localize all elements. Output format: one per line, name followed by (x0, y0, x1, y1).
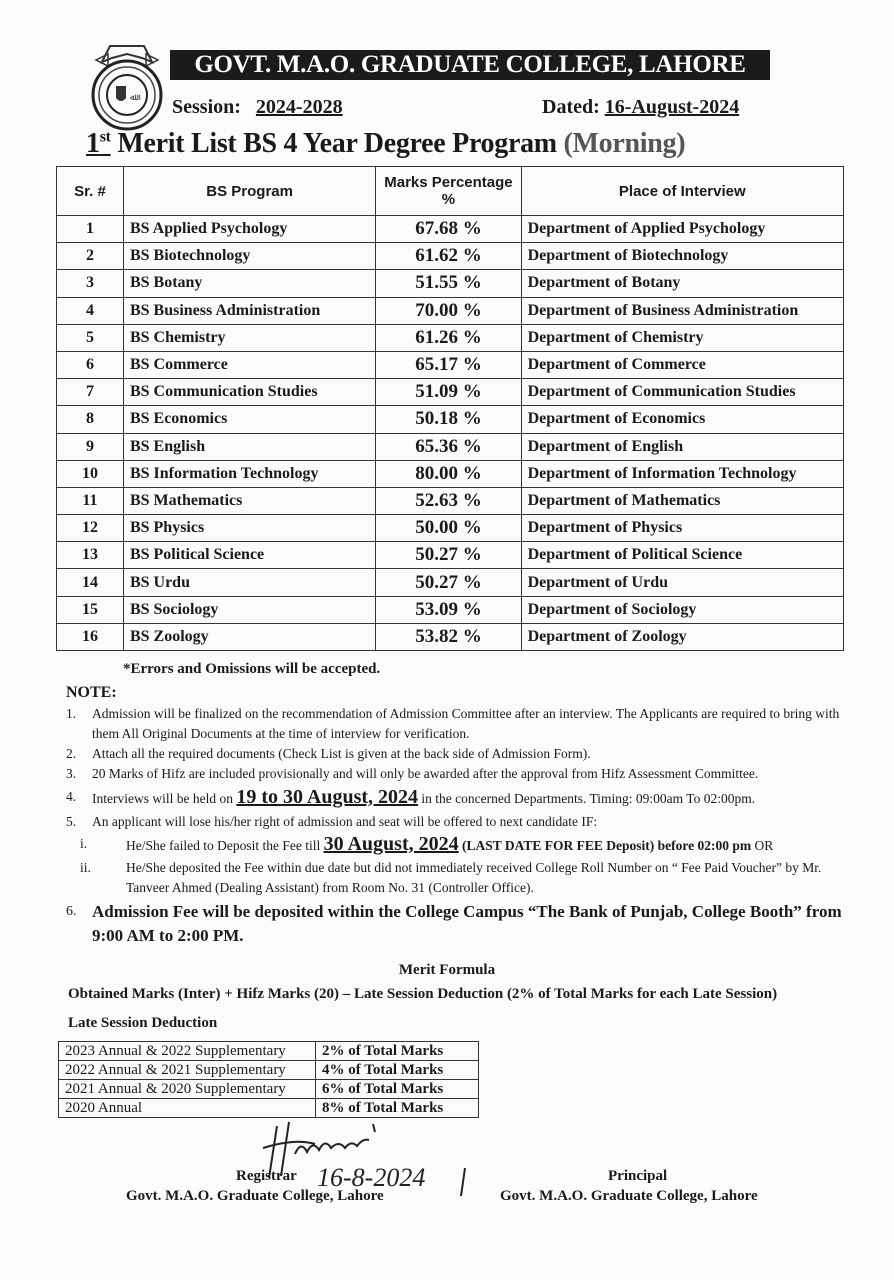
registrar-title: Registrar (236, 1168, 297, 1184)
cell-sr: 1 (57, 216, 124, 243)
cell-percentage: 50.27 % (376, 542, 521, 569)
table-header-row (57, 167, 844, 216)
note-item-1: 1. Admission will be finalized on the recommendation of Admission Committee after an interview. The Applicants are required to bring with them All Original Documents at the time of interview for verification. (66, 706, 840, 741)
cell-percentage: 50.18 % (376, 406, 521, 433)
session-label: Session: (172, 96, 241, 118)
dated-label: Dated: (542, 96, 600, 118)
cell-sr: 4 (57, 297, 124, 324)
cell-program: BS Applied Psychology (123, 216, 375, 243)
cell-deduction: 2% of Total Marks (316, 1042, 479, 1061)
title-sup: st (99, 128, 111, 146)
principal-title: Principal (608, 1168, 668, 1184)
cell-program: BS Sociology (123, 596, 375, 623)
late-session-table (58, 1041, 479, 1118)
page-title (86, 128, 685, 160)
cell-place: Department of English (521, 433, 843, 460)
cell-sr: 5 (57, 324, 124, 351)
cell-program: BS Business Administration (123, 297, 375, 324)
cell-percentage: 67.68 % (376, 216, 521, 243)
cell-percentage: 53.09 % (376, 596, 521, 623)
cell-sr: 12 (57, 515, 124, 542)
cell-session: 2023 Annual & 2022 Supplementary (59, 1042, 316, 1061)
late-session-row (59, 1061, 479, 1080)
cell-sr: 2 (57, 243, 124, 270)
cell-sr: 10 (57, 460, 124, 487)
cell-percentage: 61.26 % (376, 324, 521, 351)
table-row (57, 351, 844, 378)
registrar-signature (255, 1118, 475, 1198)
cell-percentage: 53.82 % (376, 623, 521, 650)
title-main: Merit List BS 4 Year Degree Program (110, 128, 564, 159)
svg-text:ﷲ: ﷲ (130, 92, 136, 102)
cell-sr: 8 (57, 406, 124, 433)
header-program: BS Program (123, 167, 375, 216)
principal-college: Govt. M.A.O. Graduate College, Lahore (500, 1188, 758, 1204)
table-row (57, 433, 844, 460)
late-session-row (59, 1099, 479, 1118)
table-row (57, 243, 844, 270)
late-session-row (59, 1080, 479, 1099)
cell-place: Department of Botany (521, 270, 843, 297)
cell-sr: 9 (57, 433, 124, 460)
college-name-banner: GOVT. M.A.O. GRADUATE COLLEGE, LAHORE (170, 50, 770, 80)
cell-deduction: 6% of Total Marks (316, 1080, 479, 1099)
cell-percentage: 65.17 % (376, 351, 521, 378)
cell-place: Department of Economics (521, 406, 843, 433)
cell-program: BS Mathematics (123, 487, 375, 514)
note-heading: NOTE: (66, 684, 117, 701)
table-row (57, 487, 844, 514)
table-row (57, 596, 844, 623)
session (172, 96, 343, 119)
cell-sr: 7 (57, 379, 124, 406)
table-row (57, 406, 844, 433)
note-item-6: 6. Admission Fee will be deposited within the College Campus “The Bank of Punjab, College Booth” from 9:00 AM to 2:00 PM. (66, 902, 842, 945)
cell-place: Department of Political Science (521, 542, 843, 569)
cell-sr: 6 (57, 351, 124, 378)
cell-place: Department of Zoology (521, 623, 843, 650)
table-row (57, 569, 844, 596)
cell-program: BS Biotechnology (123, 243, 375, 270)
cell-session: 2021 Annual & 2020 Supplementary (59, 1080, 316, 1099)
registrar-college: Govt. M.A.O. Graduate College, Lahore (126, 1188, 384, 1204)
title-shift: (Morning) (563, 128, 686, 159)
cell-sr: 14 (57, 569, 124, 596)
cell-percentage: 61.62 % (376, 243, 521, 270)
cell-program: BS Commerce (123, 351, 375, 378)
college-crest-icon (86, 40, 168, 132)
table-row (57, 515, 844, 542)
cell-percentage: 70.00 % (376, 297, 521, 324)
errors-note: *Errors and Omissions will be accepted. (123, 661, 381, 677)
cell-percentage: 50.27 % (376, 569, 521, 596)
table-row (57, 270, 844, 297)
cell-program: BS Chemistry (123, 324, 375, 351)
notes-list (66, 704, 846, 948)
cell-percentage: 80.00 % (376, 460, 521, 487)
merit-formula-heading: Merit Formula (398, 962, 496, 978)
cell-program: BS Zoology (123, 623, 375, 650)
merit-table (56, 166, 844, 651)
late-session-row (59, 1042, 479, 1061)
cell-place: Department of Communication Studies (521, 379, 843, 406)
cell-place: Department of Applied Psychology (521, 216, 843, 243)
cell-program: BS Economics (123, 406, 375, 433)
note-item-3: 3. 20 Marks of Hifz are included provisionally and will only be awarded after the approval from Hifz Assessment Committee. (66, 766, 759, 781)
cell-program: BS English (123, 433, 375, 460)
title-ordinal: 1 (86, 128, 100, 159)
table-row (57, 542, 844, 569)
cell-deduction: 4% of Total Marks (316, 1061, 479, 1080)
cell-place: Department of Biotechnology (521, 243, 843, 270)
cell-percentage: 65.36 % (376, 433, 521, 460)
late-session-heading: Late Session Deduction (68, 1015, 218, 1031)
cell-percentage: 51.55 % (376, 270, 521, 297)
cell-program: BS Urdu (123, 569, 375, 596)
dated-value: 16-August-2024 (604, 96, 740, 118)
note-item-5-ii: ii. He/She deposited the Fee within due date but did not immediately received College Roll Number on “ Fee Paid Voucher” by Mr. Tanveer Ahmed (Dealing Assistant) from Room No. 31 (Controller Office). (80, 860, 822, 895)
cell-place: Department of Commerce (521, 351, 843, 378)
cell-place: Department of Business Administration (521, 297, 843, 324)
dated (542, 96, 739, 119)
cell-sr: 15 (57, 596, 124, 623)
fee-deadline: 30 August, 2024 (323, 833, 459, 855)
note-item-5: 5. An applicant will lose his/her right of admission and seat will be offered to next candidate IF: (66, 814, 598, 829)
cell-program: BS Communication Studies (123, 379, 375, 406)
cell-program: BS Physics (123, 515, 375, 542)
merit-formula: Obtained Marks (Inter) + Hifz Marks (20) – Late Session Deduction (2% of Total Marks for each Late Session) (68, 986, 778, 1002)
cell-deduction: 8% of Total Marks (316, 1099, 479, 1118)
cell-sr: 16 (57, 623, 124, 650)
cell-place: Department of Mathematics (521, 487, 843, 514)
header-percentage: Marks Percentage % (376, 167, 521, 216)
note-item-4: 4. Interviews will be held on 19 to 30 August, 2024 in the concerned Departments. Timing: 09:00am To 02:00pm. (66, 786, 756, 808)
table-row (57, 379, 844, 406)
session-value: 2024-2028 (255, 96, 343, 118)
interview-dates: 19 to 30 August, 2024 (236, 786, 419, 808)
cell-place: Department of Information Technology (521, 460, 843, 487)
svg-text:16-8-2024: 16-8-2024 (317, 1163, 426, 1192)
table-row (57, 460, 844, 487)
cell-sr: 3 (57, 270, 124, 297)
table-row (57, 297, 844, 324)
cell-place: Department of Sociology (521, 596, 843, 623)
cell-place: Department of Urdu (521, 569, 843, 596)
cell-session: 2022 Annual & 2021 Supplementary (59, 1061, 316, 1080)
cell-place: Department of Physics (521, 515, 843, 542)
header-place: Place of Interview (521, 167, 843, 216)
cell-session: 2020 Annual (59, 1099, 316, 1118)
cell-place: Department of Chemistry (521, 324, 843, 351)
cell-sr: 13 (57, 542, 124, 569)
cell-sr: 11 (57, 487, 124, 514)
cell-program: BS Information Technology (123, 460, 375, 487)
note-item-2: 2. Attach all the required documents (Check List is given at the back side of Admission Form). (66, 746, 591, 761)
cell-percentage: 52.63 % (376, 487, 521, 514)
cell-program: BS Botany (123, 270, 375, 297)
cell-program: BS Political Science (123, 542, 375, 569)
cell-percentage: 51.09 % (376, 379, 521, 406)
header-sr: Sr. # (57, 167, 124, 216)
cell-percentage: 50.00 % (376, 515, 521, 542)
table-row (57, 623, 844, 650)
table-row (57, 216, 844, 243)
note-item-5-i: i. He/She failed to Deposit the Fee till 30 August, 2024 (LAST DATE FOR FEE Deposit) before 02:00 pm OR (80, 833, 774, 855)
table-row (57, 324, 844, 351)
